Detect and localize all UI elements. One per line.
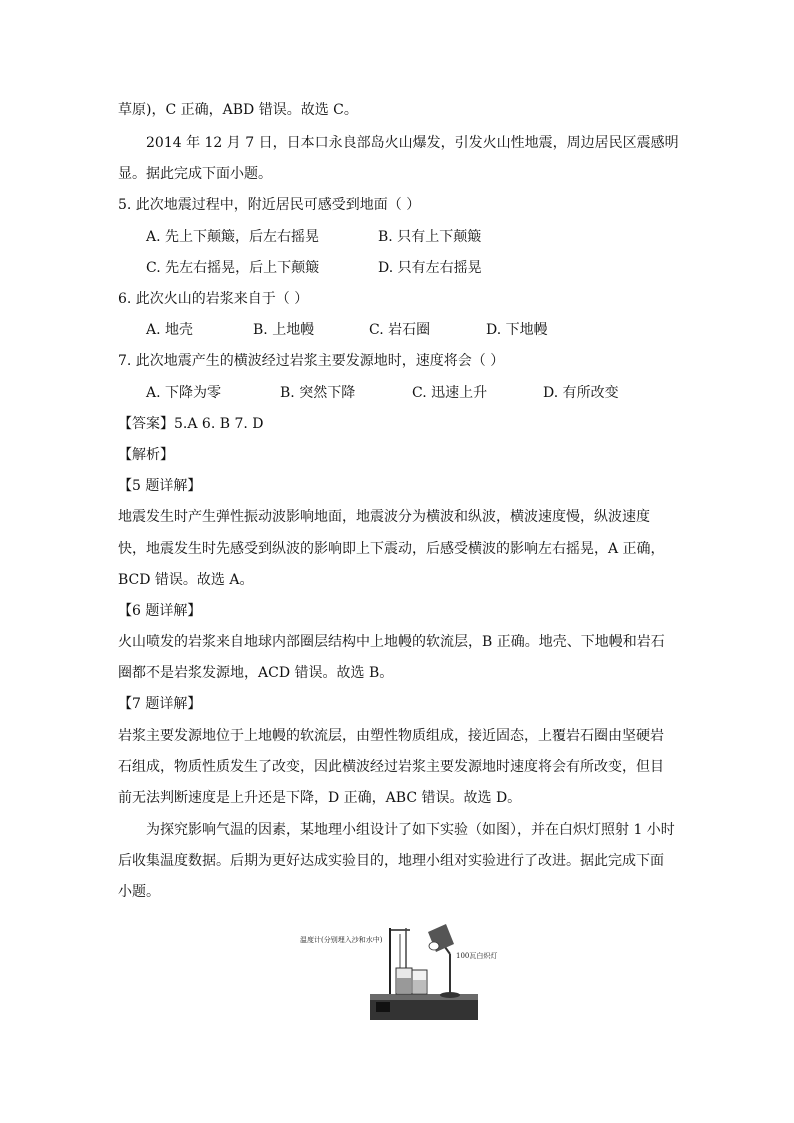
passage-intro-2-cont: 小题。	[118, 884, 160, 900]
question-7-option-a: A. 下降为零	[146, 385, 222, 401]
question-5-option-c: C. 先左右摇晃，后上下颠簸	[146, 260, 320, 276]
answer-line: 【答案】5.A 6. B 7. D	[118, 416, 264, 432]
passage-intro-2-cont: 后收集温度数据。后期为更好达成实验目的，地理小组对实验进行了改进。据此完成下面	[118, 853, 664, 869]
question-5-option-a: A. 先上下颠簸，后左右摇晃	[146, 229, 320, 245]
water-fill	[413, 980, 426, 993]
question-6-option-c: C. 岩石圈	[369, 322, 431, 338]
detail-7-text: 岩浆主要发源地位于上地幔的软流层，由塑性物质组成，接近固态，上覆岩石圈由坚硬岩	[118, 728, 664, 744]
experiment-figure	[300, 918, 510, 1026]
analysis-heading: 【解析】	[118, 447, 174, 463]
passage-intro-1: 2014 年 12 月 7 日，日本口永良部岛火山爆发，引发火山性地震，周边居民区震感明	[146, 135, 679, 151]
detail-6-heading: 【6 题详解】	[118, 603, 202, 619]
question-6-option-a: A. 地壳	[146, 322, 194, 338]
detail-6-text: 火山喷发的岩浆来自地球内部圈层结构中上地幔的软流层，B 正确。地壳、下地幔和岩石	[118, 634, 665, 650]
table-block	[376, 1002, 390, 1012]
detail-7-text: 石组成，物质性质发生了改变，因此横波经过岩浆主要发源地时速度将会有所改变，但目	[118, 759, 664, 775]
lamp-label: 100瓦白炽灯	[456, 952, 498, 960]
lamp-bulb	[429, 942, 439, 950]
table-edge	[370, 994, 478, 1000]
detail-5-text: 快，地震发生时先感受到纵波的影响即上下震动，后感受横波的影响左右摇晃，A 正确，	[118, 541, 665, 557]
passage-intro-2: 为探究影响气温的因素，某地理小组设计了如下实验（如图），并在白炽灯照射 1 小时	[146, 822, 675, 838]
question-6-option-d: D. 下地幔	[486, 322, 548, 338]
thermometer-label: 温度计(分别埋入沙和水中)	[300, 936, 383, 944]
question-7-option-d: D. 有所改变	[543, 385, 619, 401]
detail-5-text: BCD 错误。故选 A。	[118, 572, 254, 588]
question-5-option-b: B. 只有上下颠簸	[378, 229, 482, 245]
detail-7-text: 前无法判断速度是上升还是下降，D 正确，ABC 错误。故选 D。	[118, 790, 522, 806]
question-6: 6. 此次火山的岩浆来自于（ ）	[118, 291, 309, 307]
question-7: 7. 此次地震产生的横波经过岩浆主要发源地时，速度将会（ ）	[118, 353, 505, 369]
text-line: 草原)，C 正确，ABD 错误。故选 C。	[118, 102, 358, 118]
question-6-option-b: B. 上地幔	[253, 322, 315, 338]
question-5-option-d: D. 只有左右摇晃	[378, 260, 482, 276]
detail-5-text: 地震发生时产生弹性振动波影响地面，地震波分为横波和纵波，横波速度慢，纵波速度	[118, 509, 650, 525]
question-7-option-b: B. 突然下降	[280, 385, 356, 401]
passage-intro-1-cont: 显。据此完成下面小题。	[118, 166, 272, 182]
question-5: 5. 此次地震过程中，附近居民可感受到地面（ ）	[118, 197, 421, 213]
detail-7-heading: 【7 题详解】	[118, 696, 202, 712]
question-7-option-c: C. 迅速上升	[412, 385, 488, 401]
detail-5-heading: 【5 题详解】	[118, 478, 202, 494]
detail-6-text: 圈都不是岩浆发源地，ACD 错误。故选 B。	[118, 665, 394, 681]
sand-fill	[397, 978, 411, 993]
